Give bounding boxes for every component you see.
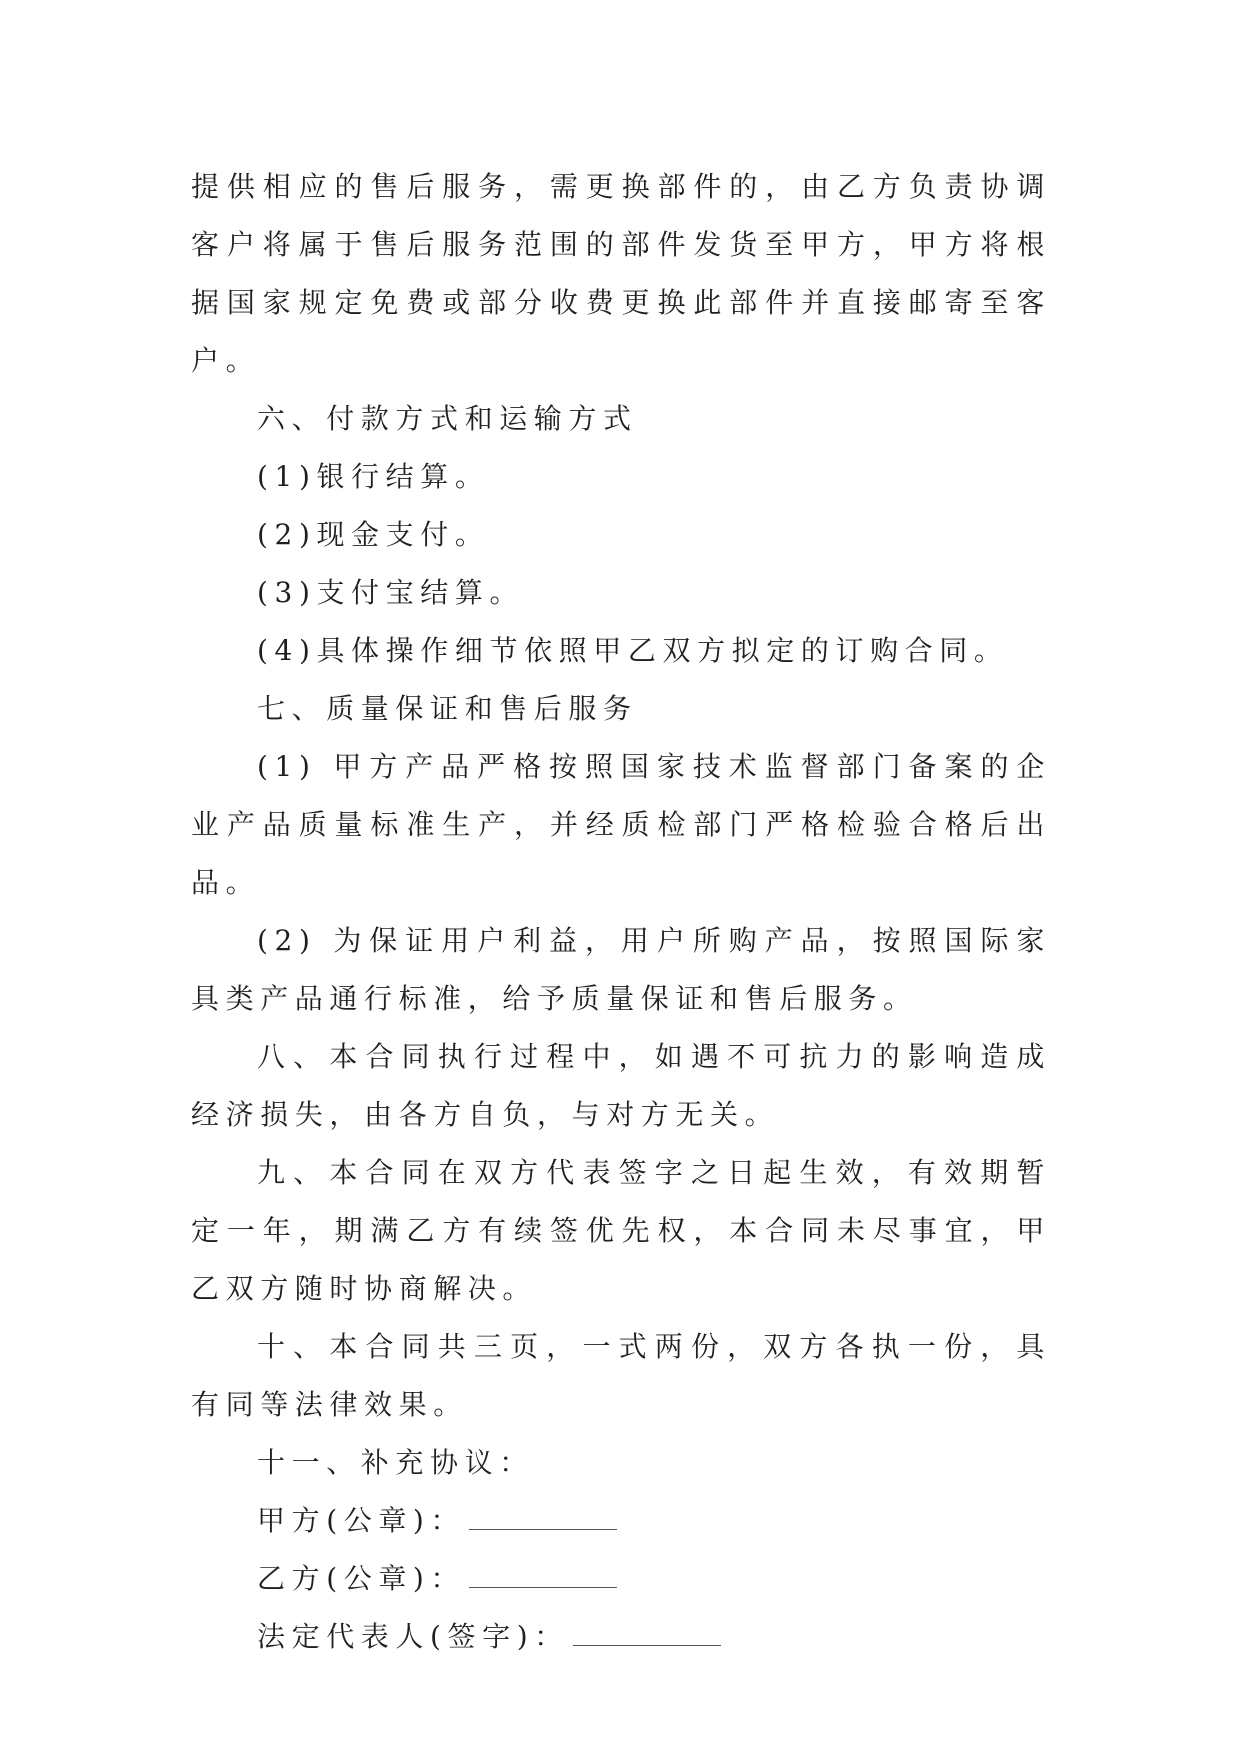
party-a-blank (469, 1505, 617, 1530)
legal-rep-label: 法定代表人(签字)： (257, 1620, 569, 1653)
party-b-blank (469, 1563, 617, 1588)
section-heading-quality: 七、质量保证和售后服务 (257, 692, 638, 725)
party-a-label: 甲方(公章)： (257, 1504, 466, 1537)
signature-line-party-a (191, 1492, 1051, 1550)
payment-item-details: (4)具体操作细节依照甲乙双方拟定的订购合同。 (257, 634, 1009, 667)
clause-effective-date: 九、本合同在双方代表签字之日起生效，有效期暂定一年，期满乙方有续签优先权，本合同未尽事宜，甲乙双方随时协商解决。 (191, 1156, 1051, 1305)
quality-item-2: (2) 为保证用户利益，用户所购产品，按照国际家具类产品通行标准，给予质量保证和售后服务。 (191, 924, 1051, 1015)
payment-item-alipay: (3)支付宝结算。 (257, 576, 525, 609)
clause-force-majeure: 八、本合同执行过程中，如遇不可抗力的影响造成经济损失，由各方自负，与对方无关。 (191, 1040, 1051, 1131)
legal-rep-blank (573, 1621, 721, 1646)
party-b-label: 乙方(公章)： (257, 1562, 466, 1595)
section-heading-supplement: 十一、补充协议： (257, 1446, 534, 1479)
payment-item-cash: (2)现金支付。 (257, 518, 490, 551)
payment-item-bank: (1)银行结算。 (257, 460, 490, 493)
signature-line-legal-rep (191, 1608, 1051, 1666)
paragraph-after-sales-continued: 提供相应的售后服务，需更换部件的，由乙方负责协调客户将属于售后服务范围的部件发货至甲方，甲方将根据国家规定免费或部分收费更换此部件并直接邮寄至客户。 (191, 170, 1051, 377)
section-heading-payment: 六、付款方式和运输方式 (257, 402, 638, 435)
signature-line-party-b (191, 1550, 1051, 1608)
quality-item-1: (1) 甲方产品严格按照国家技术监督部门备案的企业产品质量标准生产，并经质检部门严格检验合格后出品。 (191, 750, 1051, 899)
clause-copies: 十、本合同共三页，一式两份，双方各执一份，具有同等法律效果。 (191, 1330, 1051, 1421)
document-body (191, 158, 1051, 1666)
